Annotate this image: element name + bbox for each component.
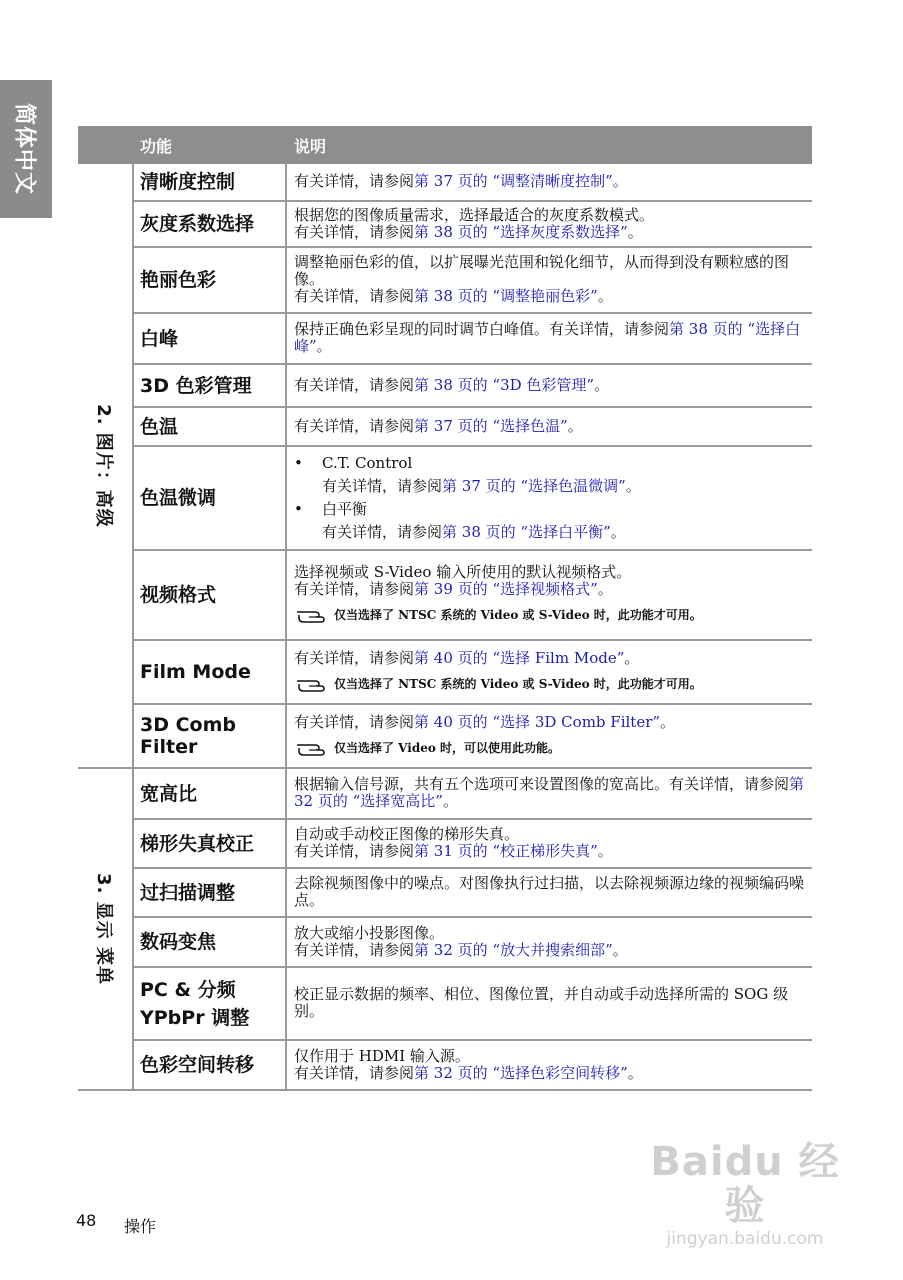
function-name: 清晰度控制 — [134, 164, 287, 200]
table-row — [134, 916, 812, 966]
page-reference-link[interactable]: 第 32 页的 “选择色彩空间转移” — [414, 1063, 628, 1082]
table-row — [134, 445, 812, 549]
table-row — [134, 164, 812, 200]
table-row — [134, 363, 812, 406]
function-name: 色彩空间转移 — [134, 1041, 287, 1089]
baidu-watermark — [640, 1140, 850, 1250]
page-reference-link[interactable]: 第 40 页的 “选择 Film Mode” — [414, 648, 625, 667]
page-reference-link[interactable]: 第 38 页的 “选择白峰” — [294, 320, 801, 355]
function-description: 放大或缩小投影图像。 有关详情，请参阅第 32 页的 “放大并搜索细部”。 — [294, 923, 628, 959]
function-name: Film Mode — [134, 641, 287, 703]
page-reference-link[interactable]: 第 37 页的 “调整清晰度控制” — [414, 172, 613, 190]
group-label: 2. 图片：高级 — [78, 164, 134, 767]
group-picture-advanced — [78, 164, 812, 769]
function-name: 数码变焦 — [134, 918, 287, 966]
function-name: 色温 — [134, 408, 287, 445]
pointing-hand-icon — [294, 674, 334, 694]
note: 仅当选择了 NTSC 系统的 Video 或 S-Video 时，此功能才可用。 — [294, 605, 805, 625]
note: 仅当选择了 Video 时，可以使用此功能。 — [294, 738, 805, 758]
function-description: 根据输入信号源，共有五个选项可来设置图像的宽高比。有关详情，请参阅第 32 页的 “选择宽高比”。 — [294, 775, 805, 810]
group-rows — [134, 164, 812, 767]
function-name: 艳丽色彩 — [134, 248, 287, 312]
note: 仅当选择了 NTSC 系统的 Video 或 S-Video 时，此功能才可用。 — [294, 674, 805, 694]
function-name: 梯形失真校正 — [134, 820, 287, 867]
page-reference-link[interactable]: 第 32 页的 “选择宽高比” — [294, 775, 805, 810]
function-name: 白峰 — [134, 314, 287, 363]
function-description: 自动或手动校正图像的梯形失真。 有关详情，请参阅第 31 页的 “校正梯形失真”。 — [294, 825, 613, 860]
function-description: 有关详情，请参阅第 37 页的 “选择色温”。 — [294, 416, 583, 435]
page-number: 48 — [76, 1211, 97, 1230]
language-tab — [0, 80, 52, 218]
bullet-item: • C.T. Control — [294, 452, 805, 475]
table-row — [134, 703, 812, 767]
header-function: 功能 — [140, 136, 173, 156]
page-reference-link[interactable]: 第 32 页的 “放大并搜索细部” — [414, 940, 613, 959]
page-reference-link[interactable]: 第 38 页的 “3D 色彩管理” — [414, 375, 595, 394]
table-row — [134, 818, 812, 867]
footer-section-label: 操作 — [124, 1217, 157, 1236]
function-name: 3D 色彩管理 — [134, 365, 287, 406]
function-name: 灰度系数选择 — [134, 202, 287, 246]
table-row — [134, 246, 812, 312]
pointing-hand-icon — [294, 738, 334, 758]
table-row — [134, 549, 812, 639]
function-description: 去除视频图像中的噪点。对图像执行过扫描，以去除视频源边缘的视频编码噪点。 — [294, 874, 805, 909]
group-display-menu — [78, 769, 812, 1091]
function-name: 视频格式 — [134, 551, 287, 639]
function-name: 色温微调 — [134, 447, 287, 549]
function-description: 保持正确色彩呈现的同时调节白峰值。有关详情，请参阅第 38 页的 “选择白峰”。 — [294, 320, 801, 355]
function-description: 仅作用于 HDMI 输入源。 有关详情，请参阅第 32 页的 “选择色彩空间转移”。 — [294, 1046, 643, 1082]
header-description: 说明 — [294, 136, 327, 156]
page-reference-link[interactable]: 第 38 页的 “选择灰度系数选择” — [414, 222, 628, 241]
function-name: 3D Comb Filter — [134, 705, 287, 767]
table-row — [134, 312, 812, 363]
table-row — [134, 867, 812, 916]
group-rows — [134, 769, 812, 1089]
function-description: 调整艳丽色彩的值，以扩展曝光范围和锐化细节，从而得到没有颗粒感的图像。 有关详情，请参阅第 38 页的 “调整艳丽色彩”。 — [294, 253, 790, 305]
bullet-item: • 白平衡 — [294, 498, 805, 521]
page-reference-link[interactable]: 第 37 页的 “选择色温” — [414, 416, 568, 435]
language-tab-label: 简体中文 — [11, 102, 37, 196]
function-description: 有关详情，请参阅第 38 页的 “3D 色彩管理”。 — [294, 375, 610, 394]
feature-table — [78, 126, 812, 1091]
page-reference-link[interactable]: 第 37 页的 “选择色温微调” — [442, 476, 626, 495]
function-description: • C.T. Control 有关详情，请参阅第 37 页的 “选择色温微调”。 • 白平衡 有关详情，请参阅第 38 页的 “选择白平衡”。 — [287, 447, 812, 549]
function-description: 有关详情，请参阅第 40 页的 “选择 3D Comb Filter”。 仅当选择了 Video 时，可以使用此功能。 — [287, 705, 812, 767]
table-row — [134, 200, 812, 246]
function-name: PC & 分频 YPbPr 调整 — [134, 968, 287, 1039]
page-reference-link[interactable]: 第 38 页的 “选择白平衡” — [442, 522, 611, 541]
table-row — [134, 639, 812, 703]
page-reference-link[interactable]: 第 40 页的 “选择 3D Comb Filter” — [414, 712, 661, 731]
function-description: 选择视频或 S-Video 输入所使用的默认视频格式。 有关详情，请参阅第 39 页的 “选择视频格式”。 仅当选择了 NTSC 系统的 Video 或 S-Video 时，此功能才可用。 — [287, 551, 812, 639]
bullet-icon: • — [294, 499, 303, 518]
function-description: 有关详情，请参阅第 40 页的 “选择 Film Mode”。 仅当选择了 NTSC 系统的 Video 或 S-Video 时，此功能才可用。 — [287, 641, 812, 703]
table-row — [134, 966, 812, 1039]
table-row — [134, 769, 812, 818]
page-reference-link[interactable]: 第 31 页的 “校正梯形失真” — [414, 842, 598, 860]
table-header — [78, 126, 812, 164]
pointing-hand-icon — [294, 605, 334, 625]
watermark-url: jingyan.baidu.com — [666, 1229, 824, 1249]
page-reference-link[interactable]: 第 39 页的 “选择视频格式” — [414, 580, 598, 598]
table-row — [134, 406, 812, 445]
function-description: 根据您的图像质量需求，选择最适合的灰度系数模式。 有关详情，请参阅第 38 页的 “选择灰度系数选择”。 — [294, 205, 655, 241]
watermark-logo: Baidu 经验 — [650, 1139, 840, 1229]
function-name: 宽高比 — [134, 769, 287, 818]
table-row — [134, 1039, 812, 1089]
page-reference-link[interactable]: 第 38 页的 “调整艳丽色彩” — [414, 287, 598, 305]
bullet-icon: • — [294, 453, 303, 472]
function-description: 有关详情，请参阅第 37 页的 “调整清晰度控制”。 — [294, 172, 628, 190]
function-description: 校正显示数据的频率、相位、图像位置，并自动或手动选择所需的 SOG 级别。 — [294, 985, 789, 1020]
group-label: 3. 显示 菜单 — [78, 769, 134, 1089]
function-name: 过扫描调整 — [134, 869, 287, 916]
